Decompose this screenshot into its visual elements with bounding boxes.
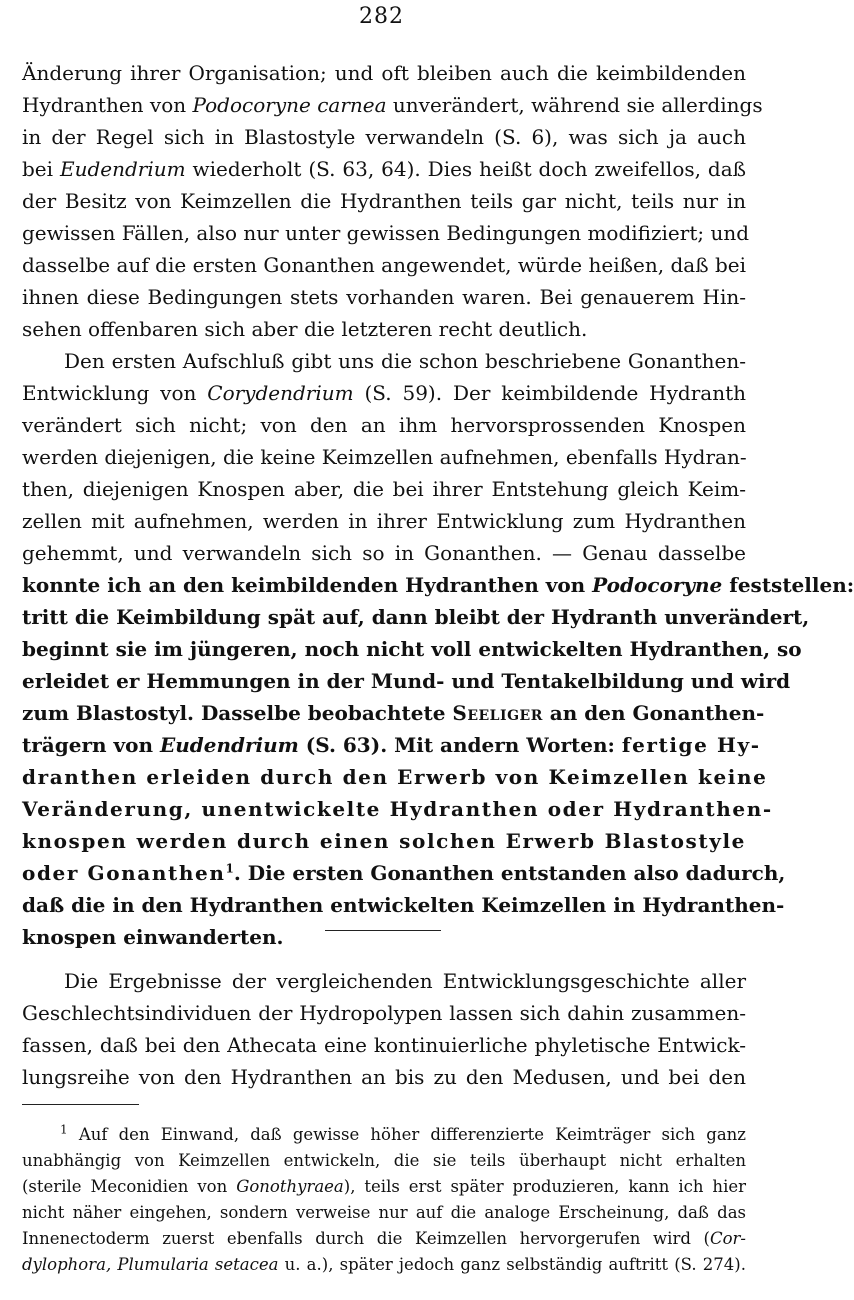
footnote-rule bbox=[22, 1104, 139, 1105]
paragraph-start-line: Die Ergebnisse der vergleichenden Entwicklungsgeschichte aller bbox=[64, 969, 746, 993]
text-span: zum Blastostyl. Dasselbe beobachtete bbox=[22, 701, 453, 725]
text-line: in der Regel sich in Blastostyle verwandeln (S. 6), was sich ja auch bbox=[22, 125, 746, 149]
text-span: trägern von bbox=[22, 733, 160, 757]
text-line bbox=[22, 154, 746, 184]
footnote-reference[interactable]: 1 bbox=[225, 861, 234, 876]
text-span: . Die ersten Gonanthen entstanden also dadurch, bbox=[233, 861, 786, 885]
bold-text-line: knospen einwanderten. bbox=[22, 925, 284, 949]
text-line bbox=[22, 378, 746, 408]
text-span: Entwicklung von bbox=[22, 381, 208, 405]
text-span: (sterile Meconidien von bbox=[22, 1177, 237, 1196]
spaced-emphasis-line: dranthen erleiden durch den Erwerb von Keimzellen keine bbox=[22, 765, 768, 789]
text-line: fassen, daß bei den Athecata eine kontinuierliche phyletische Entwick- bbox=[22, 1033, 746, 1057]
spaced-emphasis-line: Veränderung, unentwickelte Hydranthen oder Hydranthen- bbox=[22, 797, 773, 821]
text-line: zellen mit aufnehmen, werden in ihrer Entwicklung zum Hydranthen bbox=[22, 509, 746, 533]
text-line: dasselbe auf die ersten Gonanthen angewendet, würde heißen, daß bei bbox=[22, 253, 746, 277]
species-name: Gonothyraea bbox=[236, 1177, 344, 1196]
bold-text-line: beginnt sie im jüngeren, noch nicht voll entwickelten Hydranthen, so bbox=[22, 637, 802, 661]
text-line: gewissen Fällen, also nur unter gewissen Bedingungen modifiziert; und bbox=[22, 221, 750, 245]
species-name: Podocoryne bbox=[592, 573, 723, 597]
text-line: verändert sich nicht; von den an ihm hervorsprossenden Knospen bbox=[22, 413, 746, 437]
text-span: an den Gonanthen- bbox=[542, 701, 765, 725]
text-line: gehemmt, und verwandeln sich so in Gonanthen. — Genau dasselbe bbox=[22, 541, 746, 565]
text-span: wiederholt (S. 63, 64). Dies heißt doch zweifellos, daß bbox=[185, 157, 746, 181]
section-separator bbox=[325, 930, 441, 931]
footnote-line bbox=[60, 1122, 746, 1148]
species-name: Podocoryne carnea bbox=[192, 93, 387, 117]
text-span: Innenectoderm zuerst ebenfalls durch die Keimzellen hervorgerufen wird ( bbox=[22, 1229, 710, 1248]
text-line: Änderung ihrer Organisation; und oft bleiben auch die keimbildenden bbox=[22, 61, 746, 85]
text-span: konnte ich an den keimbildenden Hydranthen von bbox=[22, 573, 593, 597]
footnote-line: unabhängig von Keimzellen entwickeln, die sie teils überhaupt nicht erhalten bbox=[22, 1151, 746, 1170]
text-span: (S. 59). Der keimbildende Hydranth bbox=[353, 381, 747, 405]
bold-text-line bbox=[22, 698, 765, 728]
footnote-line: nicht näher eingehen, sondern verweise nur auf die analoge Erscheinung, daß das bbox=[22, 1203, 746, 1222]
text-line: lungsreihe von den Hydranthen an bis zu den Medusen, und bei den bbox=[22, 1065, 746, 1089]
footnote-line bbox=[22, 1252, 746, 1278]
species-name: Eudendrium bbox=[159, 733, 299, 757]
text-line: ihnen diese Bedingungen stets vorhanden waren. Bei genauerem Hin- bbox=[22, 285, 746, 309]
bold-text-line bbox=[22, 570, 854, 600]
text-span: u. a.), später jedoch ganz selbständig auftritt (S. 274). bbox=[278, 1255, 746, 1274]
spaced-emphasis: oder Gonanthen bbox=[22, 861, 226, 885]
text-span: bei bbox=[22, 157, 60, 181]
text-line: Geschlechtsindividuen der Hydropolypen lassen sich dahin zusammen- bbox=[22, 1001, 746, 1025]
species-name: Cor- bbox=[709, 1229, 746, 1248]
footnote-line bbox=[22, 1174, 746, 1200]
species-name: Eudendrium bbox=[59, 157, 186, 181]
footnote-mark: 1 bbox=[60, 1122, 68, 1137]
text-line bbox=[22, 90, 763, 120]
text-span: unverändert, während sie allerdings bbox=[386, 93, 763, 117]
spaced-emphasis: fertige Hy- bbox=[621, 733, 761, 757]
text-line: then, diejenigen Knospen aber, die bei ihrer Entstehung gleich Keim- bbox=[22, 477, 746, 501]
spaced-emphasis-line: knospen werden durch einen solchen Erwerb Blastostyle bbox=[22, 829, 746, 853]
page-number: 282 bbox=[359, 4, 404, 29]
text-span: (S. 63). Mit andern Worten: bbox=[298, 733, 622, 757]
text-span: ), teils erst später produzieren, kann ich hier bbox=[343, 1177, 746, 1196]
text-span: feststellen: bbox=[722, 573, 854, 597]
species-name: Corydendrium bbox=[207, 381, 354, 405]
text-span: Auf den Einwand, daß gewisse höher differenzierte Keimträger sich ganz bbox=[78, 1125, 746, 1144]
paragraph-start-line: Den ersten Aufschluß gibt uns die schon beschriebene Gonanthen- bbox=[64, 349, 746, 373]
bold-text-line bbox=[22, 730, 761, 760]
text-line: werden diejenigen, die keine Keimzellen aufnehmen, ebenfalls Hydran- bbox=[22, 445, 747, 469]
text-line: sehen offenbaren sich aber die letzteren recht deutlich. bbox=[22, 317, 588, 341]
bold-text-line bbox=[22, 858, 786, 888]
bold-text-line: erleidet er Hemmungen in der Mund- und Tentakelbildung und wird bbox=[22, 669, 791, 693]
author-name: Seeliger bbox=[452, 701, 543, 725]
species-name: dylophora, Plumularia setacea bbox=[22, 1255, 279, 1274]
text-span: Hydranthen von bbox=[22, 93, 193, 117]
footnote-line bbox=[22, 1226, 746, 1252]
text-line: der Besitz von Keimzellen die Hydranthen teils gar nicht, teils nur in bbox=[22, 189, 746, 213]
bold-text-line: daß die in den Hydranthen entwickelten Keimzellen in Hydranthen- bbox=[22, 893, 785, 917]
bold-text-line: tritt die Keimbildung spät auf, dann bleibt der Hydranth unverändert, bbox=[22, 605, 810, 629]
